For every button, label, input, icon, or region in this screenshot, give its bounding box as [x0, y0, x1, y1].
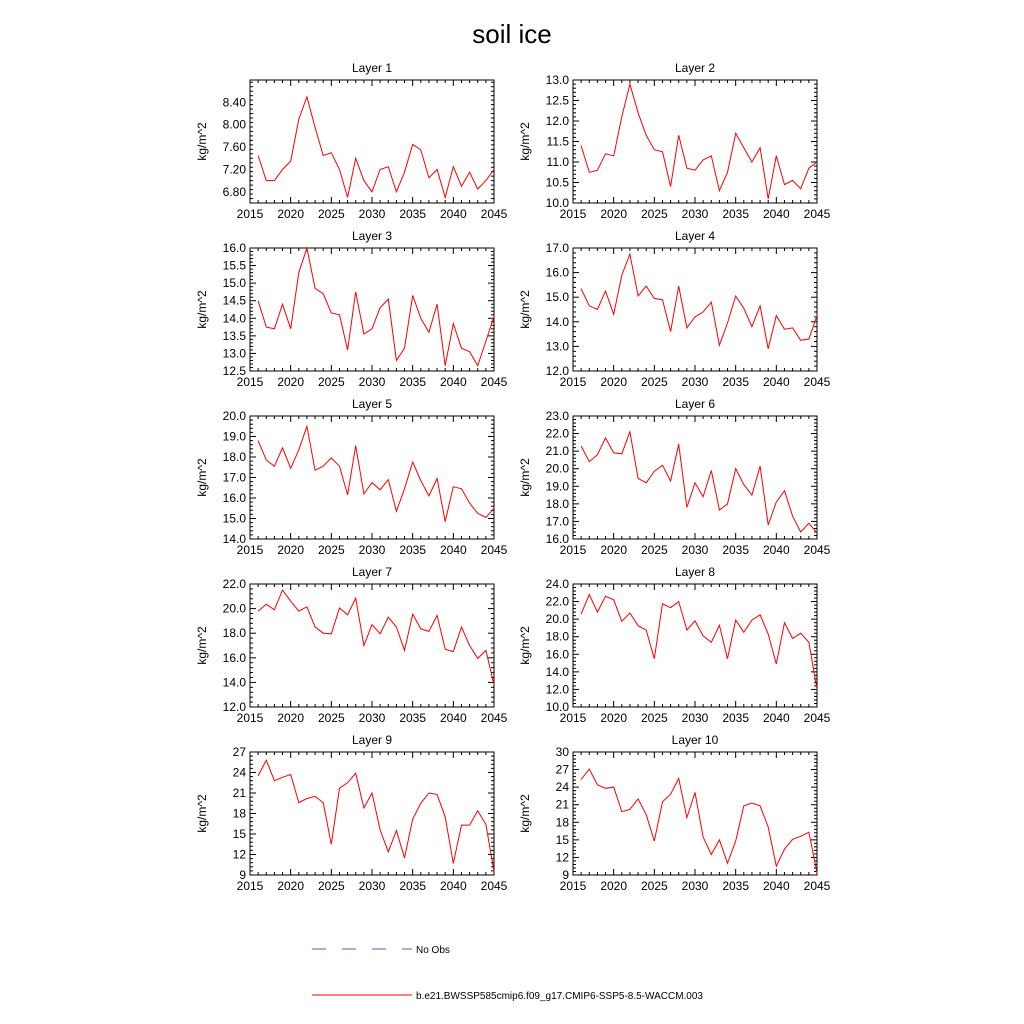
panel-1 — [195, 61, 508, 221]
panel-7 — [195, 565, 508, 725]
y-tick-label: 11.5 — [546, 134, 569, 149]
y-axis-label: kg/m^2 — [195, 458, 209, 497]
y-tick-label: 15.0 — [222, 276, 246, 291]
x-tick-label: 2040 — [762, 207, 790, 221]
x-tick-label: 2025 — [640, 711, 668, 725]
y-axis-label: kg/m^2 — [518, 122, 532, 161]
x-tick-label: 2035 — [722, 543, 750, 557]
x-tick-label: 2030 — [681, 375, 709, 389]
y-tick-label: 21 — [555, 797, 569, 812]
x-tick-label: 2035 — [399, 711, 427, 725]
series-line — [581, 432, 817, 533]
series-line — [258, 248, 494, 366]
x-tick-label: 2015 — [559, 375, 587, 389]
panel-frame — [573, 416, 817, 539]
x-tick-label: 2030 — [681, 543, 709, 557]
y-tick-label: 24 — [555, 780, 569, 795]
x-tick-label: 2030 — [358, 879, 386, 893]
y-tick-label: 10.0 — [545, 700, 569, 714]
y-tick-label: 12.0 — [545, 114, 569, 128]
legend-model-label: b.e21.BWSSP585cmip6.f09_g17.CMIP6-SSP5-8.5-WACCM.003 — [416, 991, 703, 1002]
y-tick-label: 15.5 — [222, 258, 246, 273]
y-tick-label: 14.0 — [222, 311, 246, 326]
panel-title: Layer 4 — [674, 229, 716, 243]
panel-3 — [195, 229, 508, 389]
x-tick-label: 2020 — [600, 375, 628, 389]
series-line — [258, 760, 494, 871]
panel-frame — [250, 752, 494, 875]
y-tick-label: 19.0 — [222, 429, 246, 444]
y-tick-label: 16.0 — [545, 265, 569, 280]
x-tick-label: 2015 — [559, 879, 587, 893]
panel-title: Layer 2 — [674, 61, 716, 75]
y-tick-label: 18.0 — [545, 496, 569, 511]
y-axis-label: kg/m^2 — [518, 626, 532, 665]
y-tick-label: 20.0 — [222, 409, 246, 423]
x-tick-label: 2045 — [803, 375, 831, 389]
y-tick-label: 16.0 — [222, 650, 246, 665]
panel-title: Layer 1 — [351, 61, 393, 75]
x-tick-label: 2030 — [358, 711, 386, 725]
series-line — [258, 590, 494, 685]
y-tick-label: 17.0 — [545, 241, 569, 255]
panel-2 — [518, 61, 831, 221]
y-tick-label: 13.0 — [545, 339, 569, 354]
x-tick-label: 2030 — [681, 879, 709, 893]
panel-8 — [518, 565, 831, 725]
x-tick-label: 2025 — [317, 207, 345, 221]
legend-no-obs-label: No Obs — [416, 945, 450, 956]
y-tick-label: 13.0 — [545, 73, 569, 87]
panel-9 — [195, 733, 508, 893]
y-tick-label: 27 — [232, 745, 246, 759]
x-tick-label: 2040 — [439, 543, 467, 557]
y-tick-label: 12.0 — [222, 700, 246, 714]
y-tick-label: 21.0 — [545, 444, 569, 459]
series-line — [581, 769, 817, 873]
x-tick-label: 2020 — [277, 375, 305, 389]
panel-5 — [195, 397, 508, 557]
series-line — [581, 595, 817, 690]
y-tick-label: 14.0 — [222, 532, 246, 546]
y-axis-label: kg/m^2 — [195, 122, 209, 161]
x-tick-label: 2045 — [803, 711, 831, 725]
x-tick-label: 2035 — [722, 711, 750, 725]
y-tick-label: 20.0 — [545, 461, 569, 476]
panel-title: Layer 10 — [671, 733, 719, 747]
y-tick-label: 20.0 — [545, 612, 569, 627]
x-tick-label: 2020 — [600, 711, 628, 725]
figure-title: soil ice — [472, 19, 552, 49]
x-tick-label: 2040 — [439, 207, 467, 221]
panel-title: Layer 6 — [674, 397, 716, 411]
y-tick-label: 12.5 — [222, 364, 246, 378]
x-tick-label: 2040 — [762, 879, 790, 893]
x-tick-label: 2040 — [439, 879, 467, 893]
x-tick-label: 2025 — [317, 375, 345, 389]
x-tick-label: 2025 — [317, 543, 345, 557]
x-tick-label: 2015 — [236, 207, 264, 221]
y-tick-label: 14.5 — [222, 293, 246, 308]
x-tick-label: 2030 — [358, 543, 386, 557]
y-tick-label: 14.0 — [222, 675, 246, 690]
y-tick-label: 13.5 — [222, 328, 246, 343]
x-tick-label: 2015 — [559, 543, 587, 557]
x-tick-label: 2020 — [277, 543, 305, 557]
x-tick-label: 2015 — [236, 711, 264, 725]
y-tick-label: 12 — [232, 847, 246, 862]
x-tick-label: 2045 — [480, 879, 508, 893]
panel-title: Layer 8 — [674, 565, 716, 579]
y-tick-label: 14.0 — [545, 314, 569, 329]
x-tick-label: 2045 — [480, 207, 508, 221]
x-tick-label: 2020 — [600, 879, 628, 893]
x-tick-label: 2015 — [236, 543, 264, 557]
y-tick-label: 21 — [232, 786, 246, 800]
panel-frame — [573, 248, 817, 371]
y-tick-label: 20.0 — [222, 601, 246, 616]
panel-frame — [250, 416, 494, 539]
x-tick-label: 2045 — [480, 543, 508, 557]
x-tick-label: 2035 — [722, 375, 750, 389]
y-tick-label: 18 — [232, 806, 246, 821]
x-tick-label: 2015 — [559, 711, 587, 725]
panel-6 — [518, 397, 831, 557]
x-tick-label: 2030 — [358, 207, 386, 221]
y-axis-label: kg/m^2 — [518, 290, 532, 329]
x-tick-label: 2045 — [803, 879, 831, 893]
x-tick-label: 2020 — [277, 879, 305, 893]
x-tick-label: 2035 — [722, 207, 750, 221]
y-tick-label: 19.0 — [545, 479, 569, 494]
y-tick-label: 18.0 — [545, 629, 569, 644]
series-line — [258, 426, 494, 521]
y-axis-label: kg/m^2 — [195, 794, 209, 833]
y-tick-label: 18 — [555, 815, 569, 830]
y-tick-label: 16.0 — [545, 647, 569, 662]
x-tick-label: 2040 — [439, 711, 467, 725]
y-tick-label: 11.0 — [546, 155, 569, 169]
y-tick-label: 15 — [555, 832, 569, 847]
y-tick-label: 10.0 — [545, 196, 569, 210]
x-tick-label: 2035 — [399, 879, 427, 893]
x-tick-label: 2035 — [399, 207, 427, 221]
x-tick-label: 2045 — [480, 711, 508, 725]
y-tick-label: 9 — [239, 868, 246, 882]
x-tick-label: 2035 — [722, 879, 750, 893]
y-tick-label: 12.5 — [545, 93, 569, 108]
y-tick-label: 12.0 — [545, 364, 569, 378]
y-tick-label: 17.0 — [222, 470, 246, 485]
y-tick-label: 8.40 — [222, 95, 246, 110]
y-tick-label: 22.0 — [545, 426, 569, 441]
y-tick-label: 17.0 — [545, 514, 569, 529]
legend — [312, 945, 703, 1002]
y-tick-label: 15.0 — [545, 290, 569, 305]
y-tick-label: 15 — [232, 827, 246, 841]
y-tick-label: 22.0 — [222, 577, 246, 591]
y-tick-label: 9 — [562, 868, 569, 882]
panel-frame — [250, 584, 494, 707]
y-tick-label: 7.20 — [222, 162, 246, 177]
y-tick-label: 7.60 — [222, 140, 246, 155]
panel-10 — [518, 733, 831, 893]
panel-frame — [250, 248, 494, 371]
series-line — [581, 84, 817, 199]
x-tick-label: 2035 — [399, 543, 427, 557]
x-tick-label: 2030 — [681, 207, 709, 221]
x-tick-label: 2015 — [236, 879, 264, 893]
y-tick-label: 24.0 — [545, 577, 569, 591]
x-tick-label: 2040 — [439, 375, 467, 389]
x-tick-label: 2040 — [762, 375, 790, 389]
y-tick-label: 14.0 — [545, 664, 569, 679]
y-tick-label: 16.0 — [222, 491, 246, 505]
y-axis-label: kg/m^2 — [195, 290, 209, 329]
y-tick-label: 24 — [232, 765, 246, 780]
y-tick-label: 23.0 — [545, 409, 569, 423]
x-tick-label: 2040 — [762, 711, 790, 725]
panels-group — [195, 61, 831, 893]
y-axis-label: kg/m^2 — [195, 626, 209, 665]
y-tick-label: 16.0 — [545, 532, 569, 546]
y-tick-label: 18.0 — [222, 450, 246, 464]
panel-title: Layer 9 — [351, 733, 393, 747]
y-tick-label: 10.5 — [545, 175, 569, 190]
x-tick-label: 2035 — [399, 375, 427, 389]
x-tick-label: 2030 — [358, 375, 386, 389]
x-tick-label: 2045 — [480, 375, 508, 389]
x-tick-label: 2030 — [681, 711, 709, 725]
y-tick-label: 6.80 — [222, 184, 246, 199]
x-tick-label: 2025 — [640, 375, 668, 389]
x-tick-label: 2015 — [236, 375, 264, 389]
x-tick-label: 2020 — [600, 543, 628, 557]
series-line — [581, 254, 817, 349]
y-tick-label: 16.0 — [222, 241, 246, 255]
x-tick-label: 2045 — [803, 543, 831, 557]
x-tick-label: 2045 — [803, 207, 831, 221]
x-tick-label: 2015 — [559, 207, 587, 221]
x-tick-label: 2025 — [640, 207, 668, 221]
y-tick-label: 13.0 — [222, 346, 246, 361]
panel-frame — [250, 80, 494, 203]
x-tick-label: 2025 — [640, 879, 668, 893]
y-tick-label: 12 — [555, 850, 569, 865]
x-tick-label: 2025 — [640, 543, 668, 557]
panel-title: Layer 5 — [351, 397, 393, 411]
y-tick-label: 30 — [555, 745, 569, 759]
panel-4 — [518, 229, 831, 389]
y-axis-label: kg/m^2 — [518, 458, 532, 497]
panel-title: Layer 7 — [351, 565, 393, 579]
y-tick-label: 15.0 — [222, 511, 246, 526]
x-tick-label: 2020 — [600, 207, 628, 221]
y-tick-label: 27 — [555, 762, 569, 777]
y-tick-label: 8.00 — [222, 117, 246, 132]
y-tick-label: 22.0 — [545, 594, 569, 609]
panel-title: Layer 3 — [351, 229, 393, 243]
y-tick-label: 12.0 — [545, 682, 569, 697]
x-tick-label: 2020 — [277, 711, 305, 725]
x-tick-label: 2020 — [277, 207, 305, 221]
x-tick-label: 2025 — [317, 711, 345, 725]
series-line — [258, 97, 494, 198]
x-tick-label: 2025 — [317, 879, 345, 893]
y-axis-label: kg/m^2 — [518, 794, 532, 833]
panel-frame — [573, 80, 817, 203]
x-tick-label: 2040 — [762, 543, 790, 557]
y-tick-label: 18.0 — [222, 626, 246, 641]
